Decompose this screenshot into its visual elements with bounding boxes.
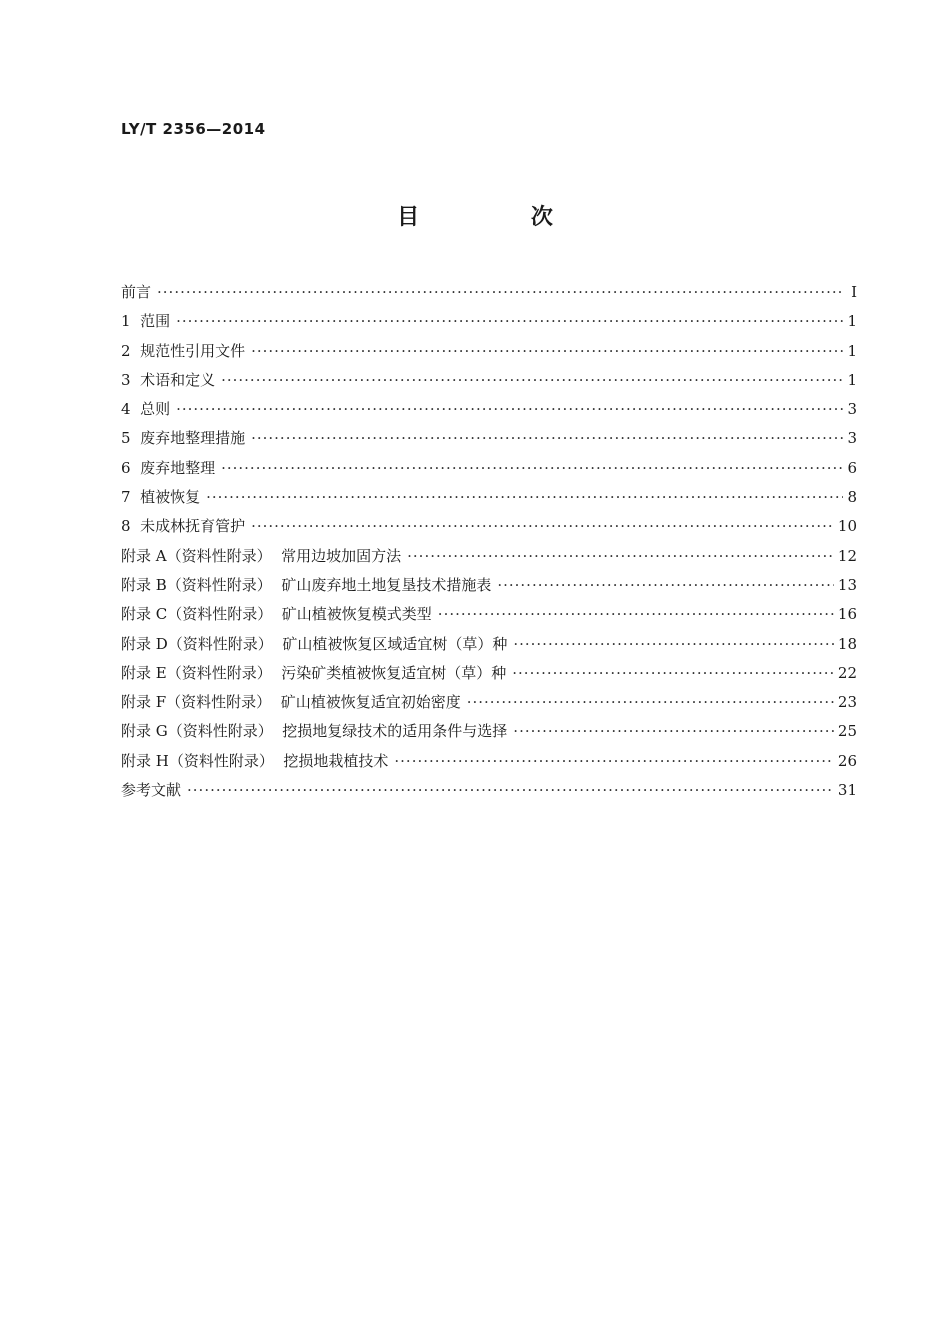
toc-leader-dots bbox=[157, 278, 843, 307]
toc-entry-label: 附录 A（资料性附录） 常用边坡加固方法 bbox=[121, 546, 402, 565]
toc-entry-label: 附录 G（资料性附录） 挖损地复绿技术的适用条件与选择 bbox=[121, 722, 508, 741]
toc-entry-label: 1 范围 bbox=[121, 312, 171, 331]
toc-entry-page: 16 bbox=[837, 605, 857, 624]
toc-entry[interactable] bbox=[121, 512, 857, 541]
toc-leader-dots bbox=[221, 366, 843, 395]
toc-entry-page: 18 bbox=[837, 634, 857, 653]
toc-leader-dots bbox=[497, 571, 834, 600]
toc-entry[interactable] bbox=[121, 542, 857, 571]
toc-entry-label: 前言 bbox=[121, 283, 152, 301]
toc-entry-label: 3 术语和定义 bbox=[121, 370, 216, 389]
toc-entry[interactable] bbox=[121, 776, 857, 805]
toc-leader-dots bbox=[187, 776, 834, 805]
standard-code: LY/T 2356—2014 bbox=[121, 120, 266, 138]
toc-entry-page: 1 bbox=[847, 341, 857, 360]
toc-entry[interactable] bbox=[121, 424, 857, 453]
toc-entry-page: 1 bbox=[847, 370, 857, 389]
toc-entry-label: 4 总则 bbox=[121, 400, 171, 419]
toc-entry-label: 附录 B（资料性附录） 矿山废弃地土地复垦技术措施表 bbox=[121, 575, 492, 594]
toc-leader-dots bbox=[251, 512, 834, 541]
toc-entry-page: 31 bbox=[837, 781, 857, 800]
toc-leader-dots bbox=[394, 747, 834, 776]
toc-leader-dots bbox=[512, 659, 834, 688]
toc-entry-label: 8 未成林抚育管护 bbox=[121, 517, 246, 536]
toc-entry-page: Ⅰ bbox=[851, 283, 857, 301]
toc-entry[interactable] bbox=[121, 366, 857, 395]
toc-entry[interactable] bbox=[121, 454, 857, 483]
toc-entry-label: 附录 D（资料性附录） 矿山植被恢复区域适宜树（草）种 bbox=[121, 634, 508, 653]
toc-leader-dots bbox=[513, 717, 834, 746]
toc-leader-dots bbox=[513, 630, 834, 659]
toc-entry-page: 25 bbox=[837, 722, 857, 741]
toc-entry-label: 6 废弃地整理 bbox=[121, 458, 216, 477]
toc-entry-page: 1 bbox=[847, 312, 857, 331]
toc-leader-dots bbox=[467, 688, 834, 717]
toc-entry-label: 2 规范性引用文件 bbox=[121, 341, 246, 360]
toc-entry-label: 附录 H（资料性附录） 挖损地栽植技术 bbox=[121, 751, 389, 770]
toc-entry[interactable] bbox=[121, 278, 857, 307]
toc-entry-page: 26 bbox=[837, 751, 857, 770]
toc-entry[interactable] bbox=[121, 747, 857, 776]
toc-leader-dots bbox=[176, 307, 843, 336]
toc-entry[interactable] bbox=[121, 630, 857, 659]
toc-entry-page: 13 bbox=[837, 575, 857, 594]
toc-entry[interactable] bbox=[121, 659, 857, 688]
toc-entry-page: 3 bbox=[847, 400, 857, 419]
toc-entry-page: 22 bbox=[837, 663, 857, 682]
toc-entry-page: 12 bbox=[837, 546, 857, 565]
toc-entry-label: 5 废弃地整理措施 bbox=[121, 429, 246, 448]
toc-entry[interactable] bbox=[121, 337, 857, 366]
table-of-contents bbox=[121, 278, 857, 805]
toc-leader-dots bbox=[221, 454, 843, 483]
toc-entry[interactable] bbox=[121, 688, 857, 717]
toc-entry-page: 10 bbox=[837, 517, 857, 536]
toc-entry-label: 参考文献 bbox=[121, 781, 182, 800]
toc-entry[interactable] bbox=[121, 395, 857, 424]
toc-entry[interactable] bbox=[121, 483, 857, 512]
toc-entry-page: 3 bbox=[847, 429, 857, 448]
page-title: 目 次 bbox=[397, 205, 605, 230]
toc-entry-page: 23 bbox=[837, 693, 857, 712]
toc-entry-label: 附录 C（资料性附录） 矿山植被恢复模式类型 bbox=[121, 605, 432, 624]
toc-entry-page: 8 bbox=[847, 488, 857, 507]
toc-leader-dots bbox=[176, 395, 843, 424]
toc-entry-label: 附录 E（资料性附录） 污染矿类植被恢复适宜树（草）种 bbox=[121, 663, 507, 682]
toc-entry[interactable] bbox=[121, 571, 857, 600]
toc-entry[interactable] bbox=[121, 307, 857, 336]
toc-entry[interactable] bbox=[121, 600, 857, 629]
toc-leader-dots bbox=[438, 600, 834, 629]
toc-leader-dots bbox=[251, 337, 843, 366]
toc-entry-label: 附录 F（资料性附录） 矿山植被恢复适宜初始密度 bbox=[121, 693, 461, 712]
toc-leader-dots bbox=[407, 542, 834, 571]
toc-leader-dots bbox=[206, 483, 843, 512]
toc-leader-dots bbox=[251, 424, 843, 453]
toc-entry[interactable] bbox=[121, 717, 857, 746]
toc-entry-label: 7 植被恢复 bbox=[121, 488, 201, 507]
toc-entry-page: 6 bbox=[847, 458, 857, 477]
